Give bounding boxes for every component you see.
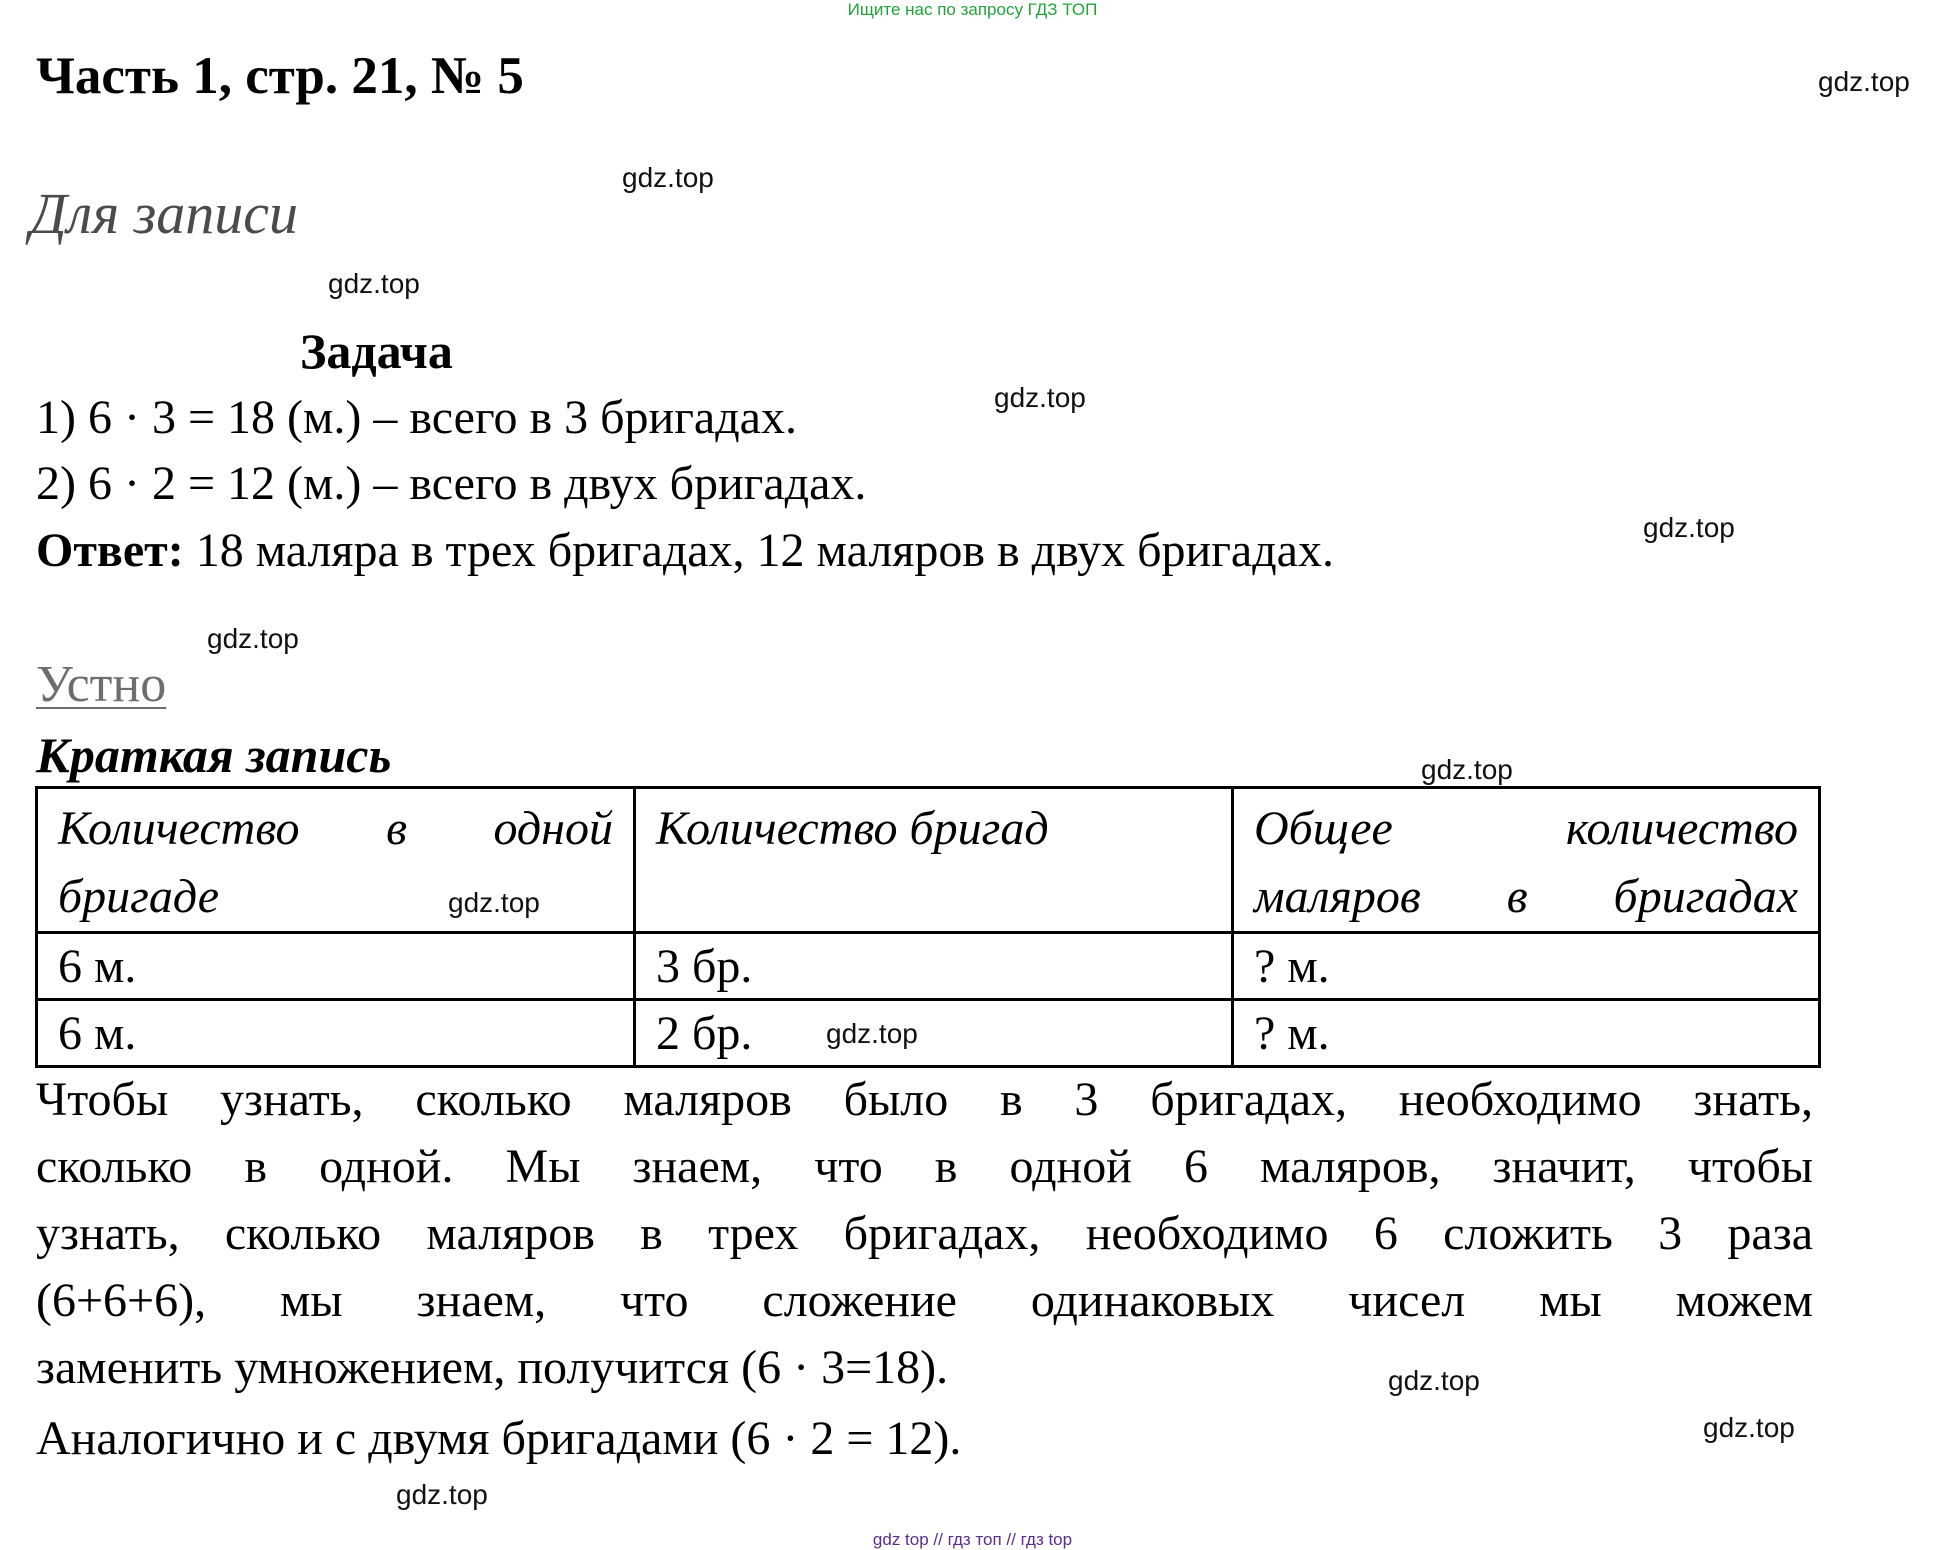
brief-table: [35, 786, 1821, 1068]
watermark: gdz.top: [207, 623, 299, 654]
answer-text: 18 маляра в трех бригадах, 12 маляров в двух бригадах.: [183, 524, 1334, 577]
table-cell: 6 м.: [37, 1000, 635, 1067]
brief-heading: Краткая запись: [36, 727, 392, 783]
table-row: [37, 933, 1820, 1000]
table-cell: 3 бр.: [635, 933, 1233, 1000]
answer-line: [36, 523, 1334, 578]
watermark: gdz.top: [994, 382, 1086, 413]
solution-step-2: 2) 6 · 2 = 12 (м.) – всего в двух бригадах.: [36, 457, 867, 510]
explanation-final: Аналогично и с двумя бригадами (6 · 2 = 12).: [36, 1412, 962, 1465]
watermark: gdz.top: [826, 1018, 918, 1049]
answer-label: Ответ:: [36, 524, 184, 577]
page-title: Часть 1, стр. 21, № 5: [36, 47, 524, 105]
top-banner[interactable]: Ищите нас по запросу ГДЗ ТОП: [847, 0, 1098, 19]
watermark: gdz.top: [448, 887, 540, 918]
watermark: gdz.top: [1818, 66, 1910, 97]
explanation-line: (6+6+6), мы знаем, что сложение одинаковых чисел мы можем: [36, 1274, 1813, 1327]
explanation-line: сколько в одной. Мы знаем, что в одной 6 маляров, значит, чтобы: [36, 1140, 1813, 1193]
table-header-cell: Количество в одной бригаде: [37, 788, 635, 933]
table-header-row: [37, 788, 1820, 933]
table-cell: ? м.: [1233, 933, 1820, 1000]
table-cell: 2 бр.: [635, 1000, 1233, 1067]
watermark: gdz.top: [622, 162, 714, 193]
watermark: gdz.top: [1643, 512, 1735, 543]
task-heading: Задача: [300, 323, 453, 379]
section-note: Для записи: [30, 181, 299, 246]
explanation-line: узнать, сколько маляров в трех бригадах, необходимо 6 сложить 3 раза: [36, 1207, 1813, 1260]
watermark: gdz.top: [396, 1479, 488, 1510]
solution-step-1: 1) 6 · 3 = 18 (м.) – всего в 3 бригадах.: [36, 391, 797, 444]
table-cell: 6 м.: [37, 933, 635, 1000]
watermark: gdz.top: [1703, 1412, 1795, 1443]
watermark: gdz.top: [328, 268, 420, 299]
oral-heading: Устно: [36, 656, 167, 713]
watermark: gdz.top: [1421, 754, 1513, 785]
explanation-paragraph: [36, 1066, 1813, 1401]
explanation-line: Чтобы узнать, сколько маляров было в 3 бригадах, необходимо знать,: [36, 1073, 1813, 1126]
footer-links[interactable]: gdz top // гдз топ // гдз top: [872, 1530, 1073, 1549]
watermark: gdz.top: [1388, 1365, 1480, 1396]
table-cell: ? м.: [1233, 1000, 1820, 1067]
explanation-line: заменить умножением, получится (6 · 3=18).: [36, 1341, 949, 1394]
table-header-cell: Общее количество маляров в бригадах: [1233, 788, 1820, 933]
table-header-cell: Количество бригад: [635, 788, 1233, 933]
table-row: [37, 1000, 1820, 1067]
